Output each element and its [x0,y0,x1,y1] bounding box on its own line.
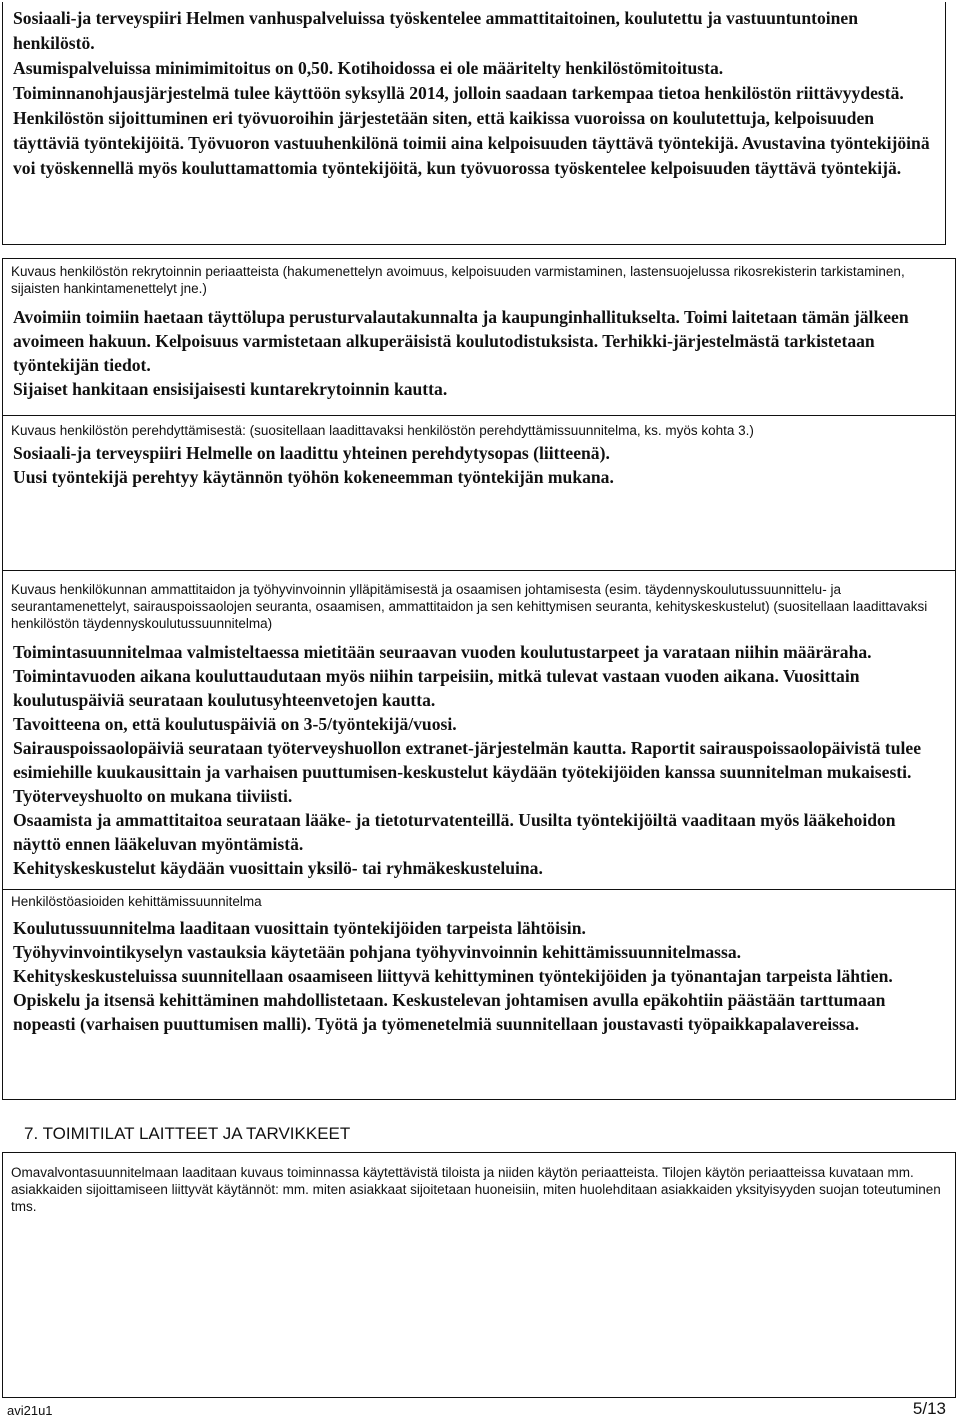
paragraph: Työhyvinvointikyselyn vastauksia käytetään pohjana työhyvinvoinnin kehittämissuunnitelmassa. [13,942,742,962]
paragraph: Sosiaali-ja terveyspiiri Helmen vanhuspalveluissa työskentelee ammattitaitoinen, koulutettu ja vastuuntuntoinen henkilöstö. [13,8,859,53]
paragraph: Toiminnanohjausjärjestelmä tulee käyttöön syksyllä 2014, jolloin saadaan tarkempaa tietoa henkilöstön riittävyydestä. [13,83,904,103]
competence-section [3,581,955,880]
paragraph: Toimintasuunnitelmaa valmisteltaessa mietitään seuraavan vuoden koulutustarpeet ja varataan niihin määräraha. Toimintavuoden aikana kouluttaudutaan myös niihin tarpeisiin, mitkä tulevat vastaan vuoden aikana. Vuosittain koulutuspäiviä seurataan koulutusyhteenvetojen kautta. [13,642,872,710]
development-section [3,893,955,1036]
divider [3,889,955,890]
orientation-header: Kuvaus henkilöstön perehdyttämisestä: (suositellaan laadittavaksi henkilöstön perehdyttämissuunnitelma, ks. myös kohta 3.) [11,423,754,438]
paragraph: Henkilöstön sijoittuminen eri työvuoroihin järjestetään siten, että kaikissa vuoroissa on koulutettuja, kelpoisuuden täyttäviä työntekijöitä. Työvuoron vastuuhenkilönä toimii aina kelpoisuuden täyttävä työntekijä. Avustavina työntekijöinä voi työskennellä myös kouluttamattomia työntekijöitä, kun työvuorossa työskentelee kelpoisuuden täyttävä työntekijä. [13,108,930,178]
staffing-box [2,2,946,245]
paragraph: Sosiaali-ja terveyspiiri Helmelle on laadittu yhteinen perehdytysopas (liitteenä). [13,443,610,463]
page-number: 5/13 [912,1399,946,1418]
paragraph: Kehityskeskustelut käydään vuosittain yksilö- tai ryhmäkeskusteluina. [13,858,543,878]
facilities-box [2,1152,956,1398]
divider [3,415,955,416]
paragraph: Asumispalveluissa minimimitoitus on 0,50. Kotihoidossa ei ole määritelty henkilöstömitoitusta. [13,58,724,78]
paragraph: Sairauspoissaolopäiviä seurataan työterveyshuollon extranet-järjestelmän kautta. Raportit sairauspoissaolopäivistä tulee esimiehille kuukausittain ja varhaisen puuttumisen-keskustelut käydään työtekijöiden kanssa suunnitelman mukaisesti. Työterveyshuolto on mukana tiiviisti. [13,738,922,806]
recruitment-header: Kuvaus henkilöstön rekrytoinnin periaatteista (hakumenettelyn avoimuus, kelpoisuuden varmistaminen, lastensuojelussa rikosrekisterin tarkistaminen, sijaisten hankintamenettelyt jne.) [11,264,905,296]
facilities-description: Omavalvontasuunnitelmaan laaditaan kuvaus toiminnassa käytettävistä tiloista ja niiden käytön periaatteista. Tilojen käytön periaatteissa kuvataan mm. asiakkaiden sijoittamiseen liittyvät käytännöt: mm. miten asiakkaat sijoitetaan huoneisiin, miten huolehditaan asiakkaiden yksityisyyden suojan toteutuminen tms. [11,1165,941,1214]
paragraph: Sijaiset hankitaan ensisijaisesti kuntarekrytoinnin kautta. [13,379,448,399]
recruitment-section [3,263,955,401]
paragraph: Kehityskeskusteluissa suunnitellaan osaamiseen liittyvä kehittyminen työntekijöiden ja työnantajan tarpeista lähtien. Opiskelu ja itsensä kehittäminen mahdollistetaan. Keskustelevan johtamisen avulla epäkohtiin päästään tarttumaan nopeasti (varhaisen puuttumisen malli). Työtä ja työmenetelmiä suunnitellaan joustavasti työpaikkapalavereissa. [13,966,893,1034]
paragraph: Osaamista ja ammattitaitoa seurataan lääke- ja tietoturvatenteillä. Uusilta työntekijöiltä vaaditaan myös lääkehoidon näyttö ennen lääkeluvan myöntämistä. [13,810,896,854]
paragraph: Tavoitteena on, että koulutuspäiviä on 3-5/työntekijä/vuosi. [13,714,457,734]
document-code: avi21u1 [7,1403,53,1418]
paragraph: Uusi työntekijä perehtyy käytännön työhön kokeneemman työntekijän mukana. [13,467,614,487]
divider [3,570,955,571]
paragraph: Avoimiin toimiin haetaan täyttölupa perusturvalautakunnalta ja kaupunginhallitukselta. Toimi laitetaan tämän jälkeen avoimeen hakuun. Kelpoisuus varmistetaan alkuperäisistä koulutodistuksista. Terhikki-järjestelmästä tarkistetaan työntekijän tiedot. [13,307,909,375]
development-header: Henkilöstöasioiden kehittämissuunnitelma [11,894,262,909]
competence-header: Kuvaus henkilökunnan ammattitaidon ja työhyvinvoinnin ylläpitämisestä ja osaamisen johtamisesta (esim. täydennyskoulutussuunnittelu- ja seurantamenettelyt, sairauspoissaolojen seuranta, osaamisen, ammattitaidon ja sen kehittymisen seuranta, kehityskeskustelut) (suositellaan laadittavaksi henkilöstön täydennyskoulutussuunnitelma) [11,582,928,631]
personnel-box [2,258,956,1100]
paragraph: Koulutussuunnitelma laaditaan vuosittain työntekijöiden tarpeista lähtöisin. [13,918,586,938]
section-heading: 7. TOIMITILAT LAITTEET JA TARVIKKEET [24,1124,351,1143]
orientation-section [3,422,955,489]
